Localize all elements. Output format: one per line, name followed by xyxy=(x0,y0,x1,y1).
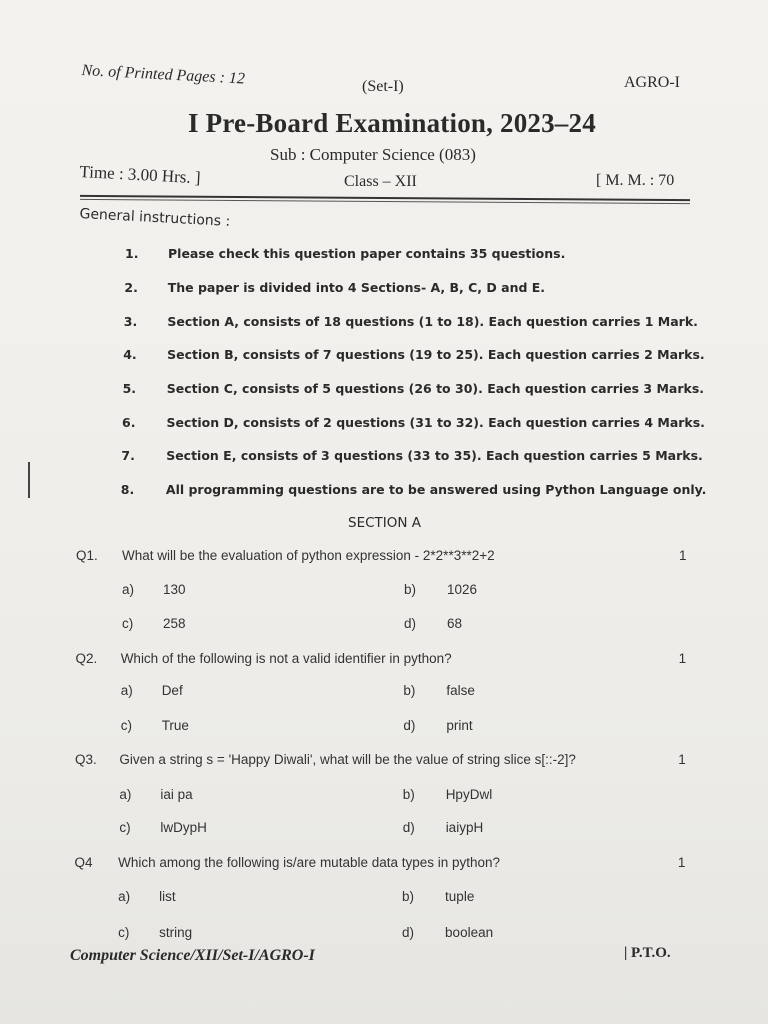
set-label: (Set-I) xyxy=(362,78,404,95)
option-label: c) xyxy=(118,925,130,940)
instruction-text: Section E, consists of 3 questions (33 to 35). Each question carries 5 Marks. xyxy=(166,448,703,463)
option-label: c) xyxy=(122,616,134,631)
instruction-text: Section C, consists of 5 questions (26 to 30). Each question carries 3 Marks. xyxy=(166,381,705,396)
option-label: b) xyxy=(404,582,417,597)
option-label: b) xyxy=(403,683,416,698)
option-text: 258 xyxy=(163,616,186,631)
instruction-number: 8. xyxy=(120,482,135,497)
option-text: 68 xyxy=(447,616,463,631)
question-number: Q3. xyxy=(74,752,97,767)
instruction-number: 4. xyxy=(123,347,137,362)
instruction-text: All programming questions are to be answered using Python Language only. xyxy=(165,482,707,497)
instruction-number: 6. xyxy=(122,415,136,430)
option-label: c) xyxy=(119,820,131,835)
option-label: a) xyxy=(118,889,131,904)
footer-paper-ref: Computer Science/XII/Set-I/AGRO-I xyxy=(70,947,315,964)
option-label: a) xyxy=(119,787,132,802)
option-label: d) xyxy=(402,820,415,835)
instruction-text: Section D, consists of 2 questions (31 to 32). Each question carries 4 Marks. xyxy=(166,415,705,430)
option-text: boolean xyxy=(445,925,494,940)
option-label: b) xyxy=(402,787,415,802)
question-text: Given a string s = 'Happy Diwali', what will be the value of string slice s[::-2]? xyxy=(119,752,576,767)
option-text: lwDypH xyxy=(160,820,207,835)
instruction-text: Section A, consists of 18 questions (1 to 18). Each question carries 1 Mark. xyxy=(167,314,698,329)
option-label: a) xyxy=(120,683,133,698)
question-number: Q1. xyxy=(76,548,98,563)
instruction-number: 5. xyxy=(122,381,137,396)
question-marks: 1 xyxy=(678,651,687,666)
option-text: HpyDwl xyxy=(445,787,493,802)
printed-pages: No. of Printed Pages : 12 xyxy=(81,62,246,88)
margin-mark xyxy=(28,462,30,498)
subject-line: Sub : Computer Science (083) xyxy=(270,145,476,164)
option-text: print xyxy=(446,718,473,733)
time-allowed: Time : 3.00 Hrs. ] xyxy=(79,162,202,188)
question-marks: 1 xyxy=(677,855,686,870)
instruction-number: 2. xyxy=(124,280,138,295)
paper-code: AGRO-I xyxy=(624,74,680,91)
exam-title: I Pre-Board Examination, 2023–24 xyxy=(188,108,596,138)
instruction-text: Section B, consists of 7 questions (19 to 25). Each question carries 2 Marks. xyxy=(167,347,705,362)
option-text: list xyxy=(159,889,176,904)
option-label: a) xyxy=(122,582,135,597)
option-text: iai pa xyxy=(160,787,193,802)
section-title: SECTION A xyxy=(348,515,422,531)
instruction-number: 1. xyxy=(125,246,139,261)
option-label: b) xyxy=(402,889,415,904)
question-number: Q2. xyxy=(75,651,98,666)
option-label: d) xyxy=(404,616,417,631)
option-text: string xyxy=(159,925,193,940)
question-marks: 1 xyxy=(678,752,686,767)
option-text: True xyxy=(161,718,189,733)
question-marks: 1 xyxy=(679,548,687,563)
option-text: Def xyxy=(161,683,183,698)
option-text: false xyxy=(446,683,475,698)
class-label: Class – XII xyxy=(344,173,417,190)
instruction-text: The paper is divided into 4 Sections- A, B, C, D and E. xyxy=(167,280,546,295)
footer-pto: | P.T.O. xyxy=(624,945,671,961)
instruction-number: 3. xyxy=(123,314,138,329)
option-label: c) xyxy=(120,718,132,733)
question-number: Q4 xyxy=(74,855,93,870)
option-text: tuple xyxy=(445,889,475,904)
option-text: 130 xyxy=(163,582,186,597)
question-text: Which of the following is not a valid identifier in python? xyxy=(120,651,452,666)
option-text: 1026 xyxy=(447,582,478,597)
option-label: d) xyxy=(402,925,415,940)
option-text: iaiypH xyxy=(445,820,484,835)
instructions-heading: General instructions : xyxy=(79,206,231,230)
instruction-text: Please check this question paper contains 35 questions. xyxy=(168,246,566,261)
option-label: d) xyxy=(403,718,416,733)
max-marks: [ M. M. : 70 xyxy=(596,172,675,189)
question-text: Which among the following is/are mutable data types in python? xyxy=(118,855,501,870)
instruction-number: 7. xyxy=(121,448,135,463)
question-text: What will be the evaluation of python expression - 2*2**3**2+2 xyxy=(122,548,495,563)
